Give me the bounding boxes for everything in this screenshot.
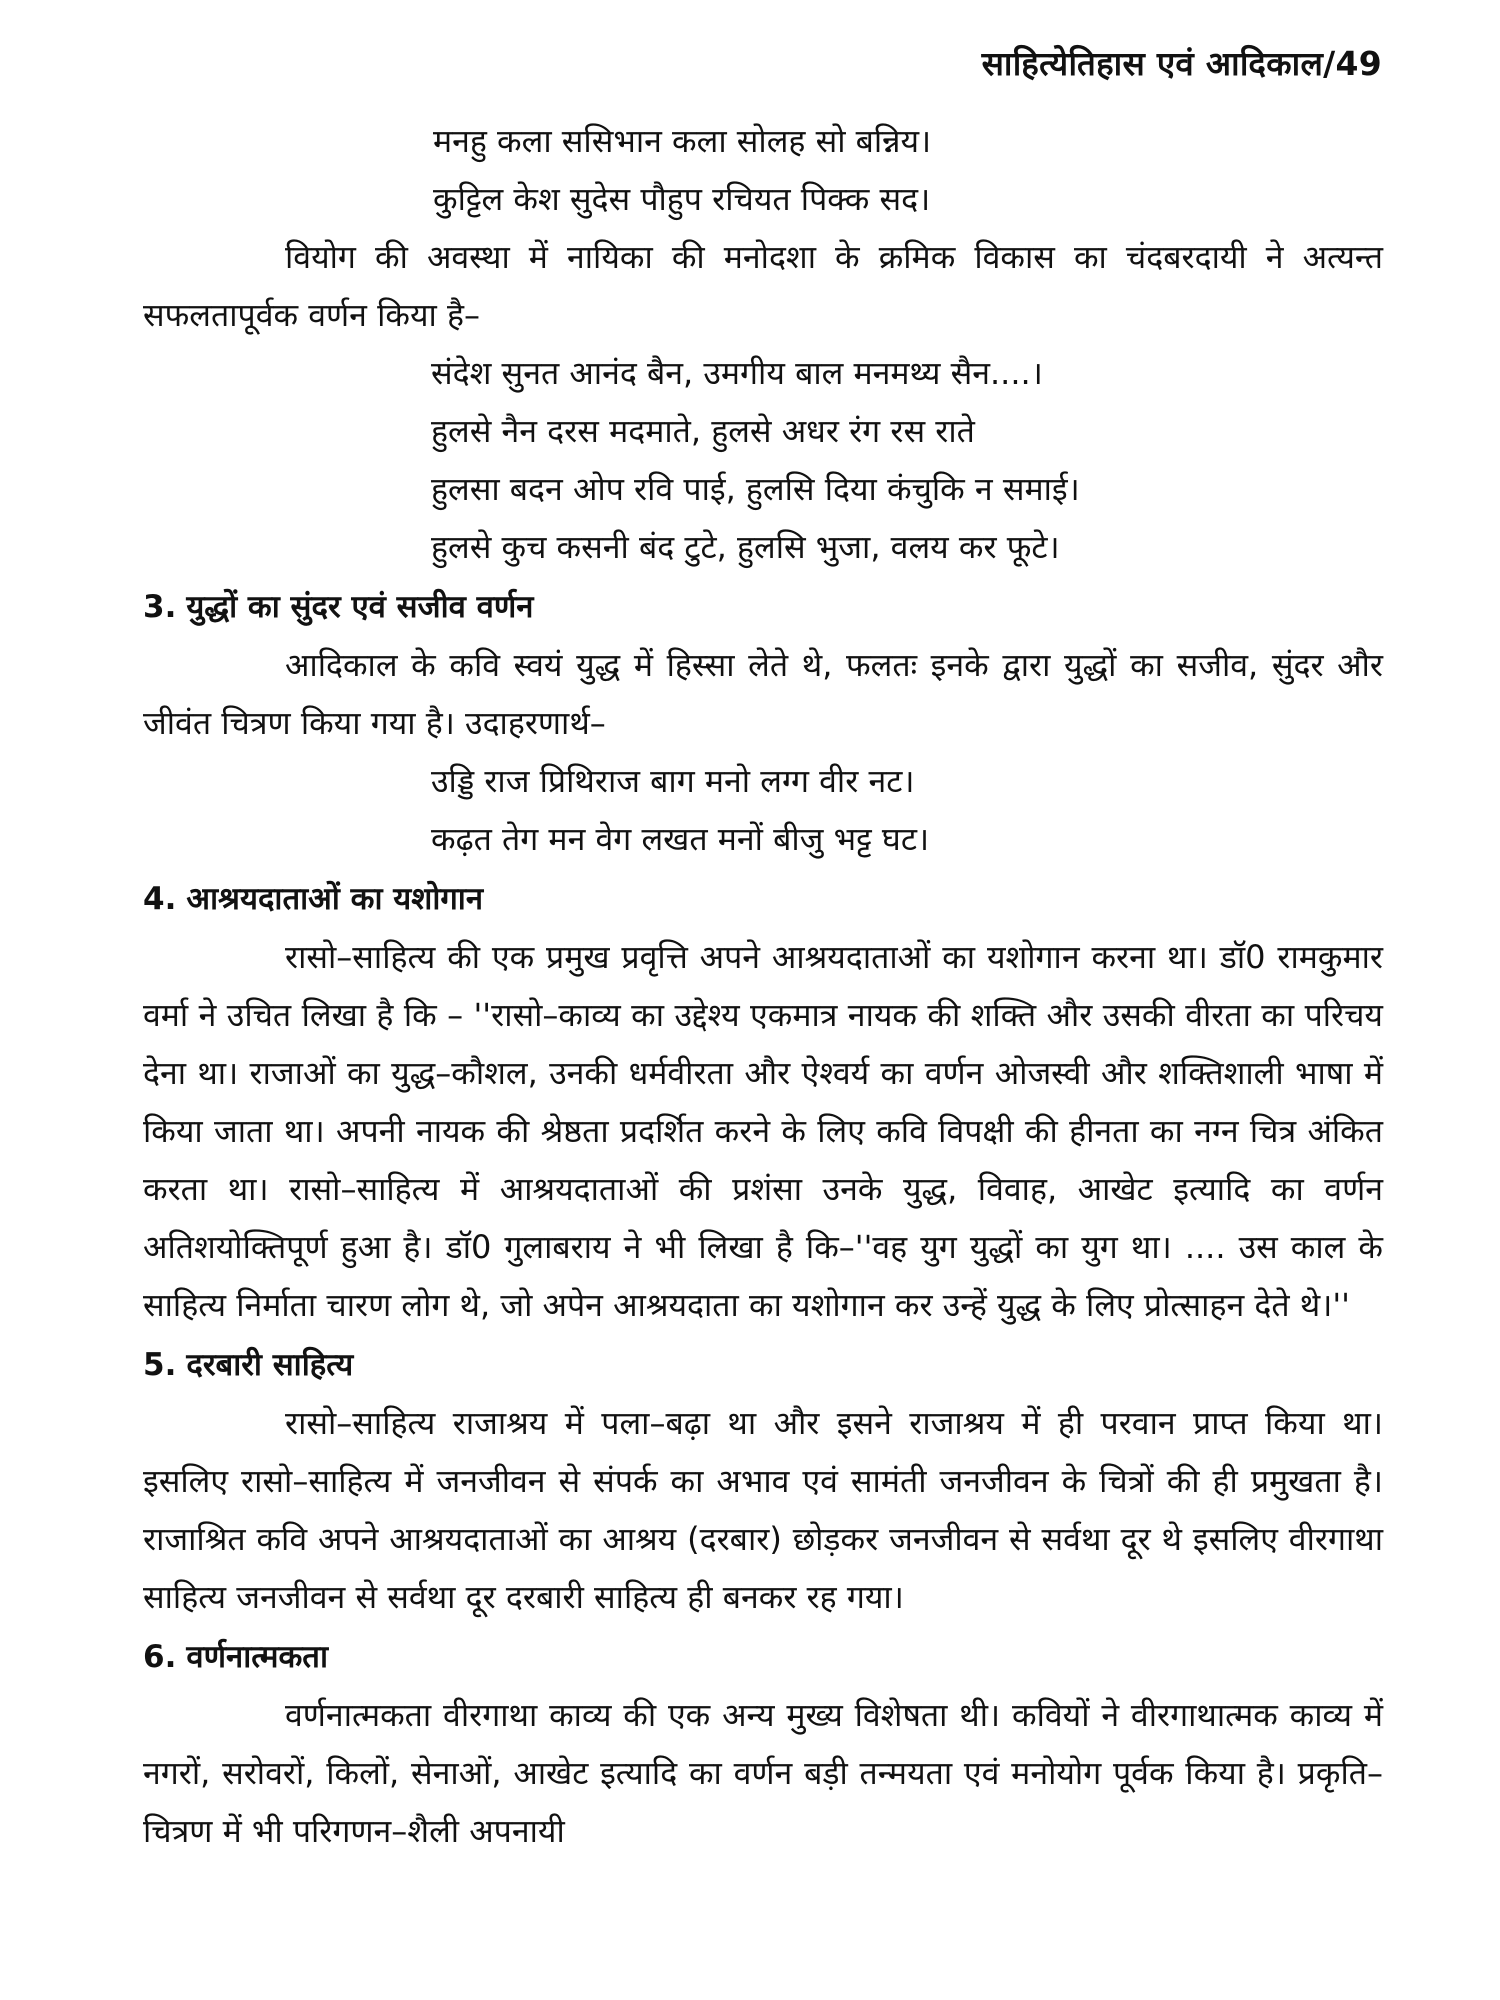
verse-line: संदेश सुनत आनंद बैन, उमगीय बाल मनमथ्य सैन....। <box>431 354 1043 392</box>
section-number: 5. <box>143 1347 177 1383</box>
section-number: 4. <box>143 881 177 917</box>
verse-line: हुलसे नैन दरस मदमाते, हुलसे अधर रंग रस राते <box>431 412 975 450</box>
section-heading <box>143 1336 1383 1394</box>
verse-block-top <box>143 112 1383 228</box>
verse-line: हुलसे कुच कसनी बंद टुटे, हुलसि भुजा, वलय कर फूटे। <box>431 528 1060 566</box>
intro-paragraph: वियोग की अवस्था में नायिका की मनोदशा के क्रमिक विकास का चंदबरदायी ने अत्यन्त सफलतापूर्वक वर्णन किया है– <box>143 238 1383 334</box>
section-heading <box>143 870 1383 928</box>
verse-line: कढ़त तेग मन वेग लखत मनों बीजु भट्ट घट। <box>431 820 930 858</box>
verse-line: मनहु कला ससिभान कला सोलह सो बन्निय। <box>433 122 932 160</box>
section-paragraph: आदिकाल के कवि स्वयं युद्ध में हिस्सा लेते थे, फलतः इनके द्वारा युद्धों का सजीव, सुंदर और जीवंत चित्रण किया गया है। उदाहरणार्थ– <box>143 646 1383 742</box>
verse-line: कुट्टिल केश सुदेस पौहुप रचियत पिक्क सद। <box>433 180 931 218</box>
section-number: 3. <box>143 589 177 625</box>
verse-block-viyog <box>143 344 1383 576</box>
section-title: वर्णनात्मकता <box>186 1639 328 1675</box>
section-number: 6. <box>143 1639 177 1675</box>
section-paragraph: रासो–साहित्य राजाश्रय में पला–बढ़ा था और इसने राजाश्रय में ही परवान प्राप्त किया था। इसलिए रासो–साहित्य में जनजीवन से संपर्क का अभाव एवं सामंती जनजीवन के चित्रों की ही प्रमुखता है। राजाश्रित कवि अपने आश्रयदाताओं का आश्रय (दरबार) छोड़कर जनजीवन से सर्वथा दूर थे इसलिए वीरगाथा साहित्य जनजीवन से सर्वथा दूर दरबारी साहित्य ही बनकर रह गया। <box>143 1404 1383 1616</box>
section-paragraph: वर्णनात्मकता वीरगाथा काव्य की एक अन्य मुख्य विशेषता थी। कवियों ने वीरगाथात्मक काव्य में नगरों, सरोवरों, किलों, सेनाओं, आखेट इत्यादि का वर्णन बड़ी तन्मयता एवं मनोयोग पूर्वक किया है। प्रकृति–चित्रण में भी परिगणन–शैली अपनायी <box>143 1696 1383 1850</box>
section-title: दरबारी साहित्य <box>186 1347 354 1383</box>
page-body <box>143 112 1383 1860</box>
verse-block-yuddh <box>143 752 1383 868</box>
section-title: आश्रयदाताओं का यशोगान <box>186 881 484 917</box>
section-heading <box>143 1628 1383 1686</box>
verse-line: उड्डि राज प्रिथिराज बाग मनो लग्ग वीर नट। <box>431 762 915 800</box>
verse-line: हुलसा बदन ओप रवि पाई, हुलसि दिया कंचुकि न समाई। <box>431 470 1080 508</box>
section-title: युद्धों का सुंदर एवं सजीव वर्णन <box>186 589 534 625</box>
section-paragraph: रासो–साहित्य की एक प्रमुख प्रवृत्ति अपने आश्रयदाताओं का यशोगान करना था। डॉ0 रामकुमार वर्मा ने उचित लिखा है कि – ''रासो–काव्य का उद्देश्य एकमात्र नायक की शक्ति और उसकी वीरता का परिचय देना था। राजाओं का युद्ध–कौशल, उनकी धर्मवीरता और ऐश्वर्य का वर्णन ओजस्वी और शक्तिशाली भाषा में किया जाता था। अपनी नायक की श्रेष्ठता प्रदर्शित करने के लिए कवि विपक्षी की हीनता का नग्न चित्र अंकित करता था। रासो–साहित्य में आश्रयदाताओं की प्रशंसा उनके युद्ध, विवाह, आखेट इत्यादि का वर्णन अतिशयोक्तिपूर्ण हुआ है। डॉ0 गुलाबराय ने भी लिखा है कि–''वह युग युद्धों का युग था। .... उस काल के साहित्य निर्माता चारण लोग थे, जो अपेन आश्रयदाता का यशोगान कर उन्हें युद्ध के लिए प्रोत्साहन देते थे।'' <box>143 938 1383 1324</box>
running-header: साहित्येतिहास एवं आदिकाल/49 <box>981 44 1382 83</box>
section-heading <box>143 578 1383 636</box>
